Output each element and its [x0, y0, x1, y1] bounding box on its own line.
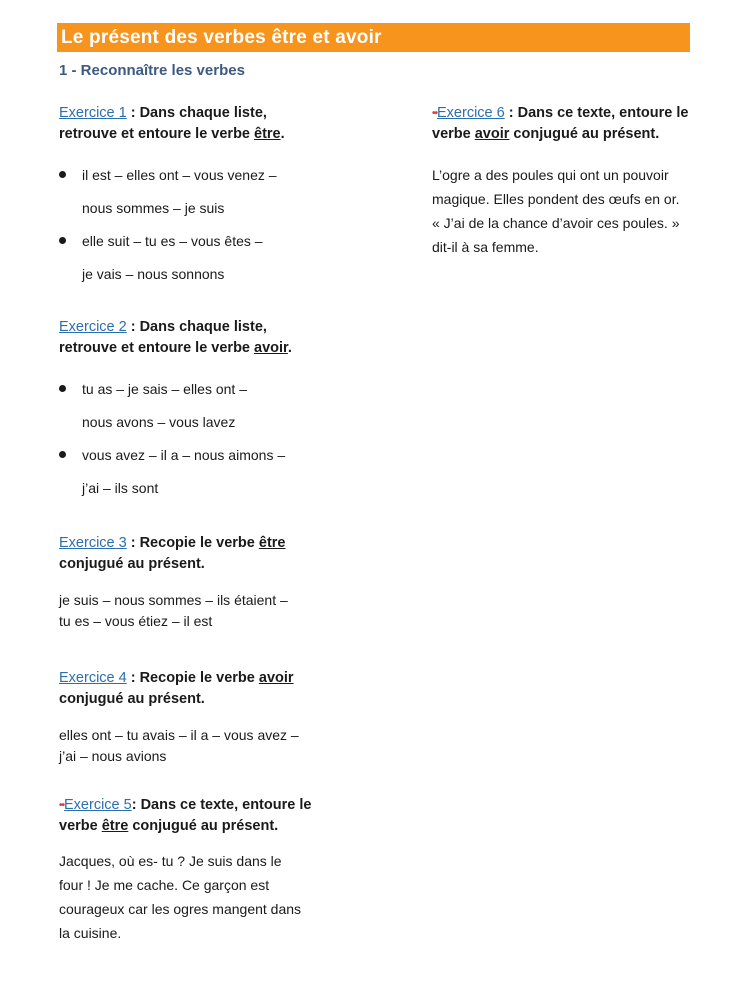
- exercise-4-title-text: : Recopie le verbe: [126, 670, 259, 686]
- exercise-3-line: je suis – nous sommes – ils étaient –: [59, 592, 288, 608]
- exercise-5: [59, 795, 359, 945]
- exercise-6-link[interactable]: Exercice 6: [437, 105, 505, 121]
- list-item-text: vous avez – il a – nous aimons –: [82, 447, 286, 463]
- exercise-6-text-line: magique. Elles pondent des œufs en or.: [432, 191, 680, 207]
- exercise-5-title: [59, 795, 359, 837]
- exercise-1-title-text: : Dans chaque liste,: [126, 105, 267, 121]
- bullet-icon: [59, 385, 66, 392]
- exercise-4-verb: avoir: [258, 670, 294, 686]
- bullet-icon: [59, 451, 66, 458]
- exercise-1-period: .: [280, 126, 285, 142]
- exercise-1-title-text-2: retrouve et entoure le verbe: [59, 126, 255, 142]
- exercise-4: [59, 668, 359, 767]
- difficulty-dots-icon: ••: [432, 108, 438, 119]
- exercise-6-verb: avoir: [474, 126, 510, 142]
- exercise-1-link[interactable]: Exercice 1: [59, 105, 127, 121]
- page-title: Le présent des verbes être et avoir: [57, 23, 690, 52]
- list-item: [59, 445, 359, 465]
- list-item-text-cont: nous sommes – je suis: [82, 200, 225, 216]
- exercise-3-line: tu es – vous étiez – il est: [59, 613, 213, 629]
- exercise-1-title: [59, 103, 359, 145]
- exercise-5-text-line: la cuisine.: [59, 925, 122, 941]
- exercise-5-text-line: four ! Je me cache. Ce garçon est: [59, 877, 270, 893]
- exercise-3-verb: être: [258, 535, 286, 551]
- list-item-text-cont: je vais – nous sonnons: [82, 266, 225, 282]
- exercise-5-text-line: Jacques, où es- tu ? Je suis dans le: [59, 853, 282, 869]
- list-item: [59, 231, 359, 251]
- list-item: [59, 379, 359, 399]
- exercise-3-title: [59, 533, 359, 575]
- exercise-4-title: [59, 668, 359, 710]
- exercise-4-line: elles ont – tu avais – il a – vous avez –: [59, 727, 299, 743]
- list-item-text-cont: nous avons – vous lavez: [82, 414, 236, 430]
- exercise-6-title-text-3: conjugué au présent.: [509, 126, 660, 142]
- exercise-6-title: [432, 103, 727, 145]
- exercise-2-period: .: [287, 340, 292, 356]
- bullet-icon: [59, 171, 66, 178]
- exercise-5-verb: être: [101, 818, 129, 834]
- exercise-6-text-line: « J’ai de la chance d’avoir ces poules. »: [432, 215, 680, 231]
- exercise-2-title-text: : Dans chaque liste,: [126, 319, 267, 335]
- exercise-3: [59, 533, 359, 632]
- section-heading: 1 - Reconnaître les verbes: [59, 62, 245, 79]
- exercise-2-title: [59, 317, 359, 359]
- exercise-4-link[interactable]: Exercice 4: [59, 670, 127, 686]
- exercise-3-link[interactable]: Exercice 3: [59, 535, 127, 551]
- exercise-2: [59, 317, 359, 498]
- exercise-2-verb: avoir: [254, 340, 288, 356]
- exercise-3-title-text: : Recopie le verbe: [126, 535, 259, 551]
- list-item: [59, 165, 359, 185]
- exercise-1: [59, 103, 359, 284]
- exercise-6-text-line: dit-il à sa femme.: [432, 239, 539, 255]
- exercise-6-title-text-2: verbe: [432, 126, 475, 142]
- exercise-6: [432, 103, 727, 259]
- bullet-icon: [59, 237, 66, 244]
- exercise-5-link[interactable]: Exercice 5: [64, 797, 132, 813]
- difficulty-dots-icon: ••: [59, 800, 65, 811]
- exercise-2-title-text-2: retrouve et entoure le verbe: [59, 340, 255, 356]
- list-item-text: il est – elles ont – vous venez –: [82, 167, 277, 183]
- exercise-5-text-line: courageux car les ogres mangent dans: [59, 901, 302, 917]
- exercise-6-title-text: : Dans ce texte, entoure le: [504, 105, 689, 121]
- exercise-5-title-text-2: verbe: [59, 818, 102, 834]
- exercise-2-link[interactable]: Exercice 2: [59, 319, 127, 335]
- list-item-text-cont: j’ai – ils sont: [82, 480, 159, 496]
- exercise-3-title-text-2: conjugué au présent.: [59, 556, 205, 572]
- exercise-1-verb: être: [254, 126, 281, 142]
- exercise-6-text-line: L’ogre a des poules qui ont un pouvoir: [432, 167, 669, 183]
- exercise-4-title-text-2: conjugué au présent.: [59, 691, 205, 707]
- list-item-text: elle suit – tu es – vous êtes –: [82, 233, 263, 249]
- exercise-5-title-text: : Dans ce texte, entoure le: [131, 797, 312, 813]
- exercise-4-line: j’ai – nous avions: [59, 748, 167, 764]
- list-item-text: tu as – je sais – elles ont –: [82, 381, 247, 397]
- exercise-5-title-text-3: conjugué au présent.: [128, 818, 279, 834]
